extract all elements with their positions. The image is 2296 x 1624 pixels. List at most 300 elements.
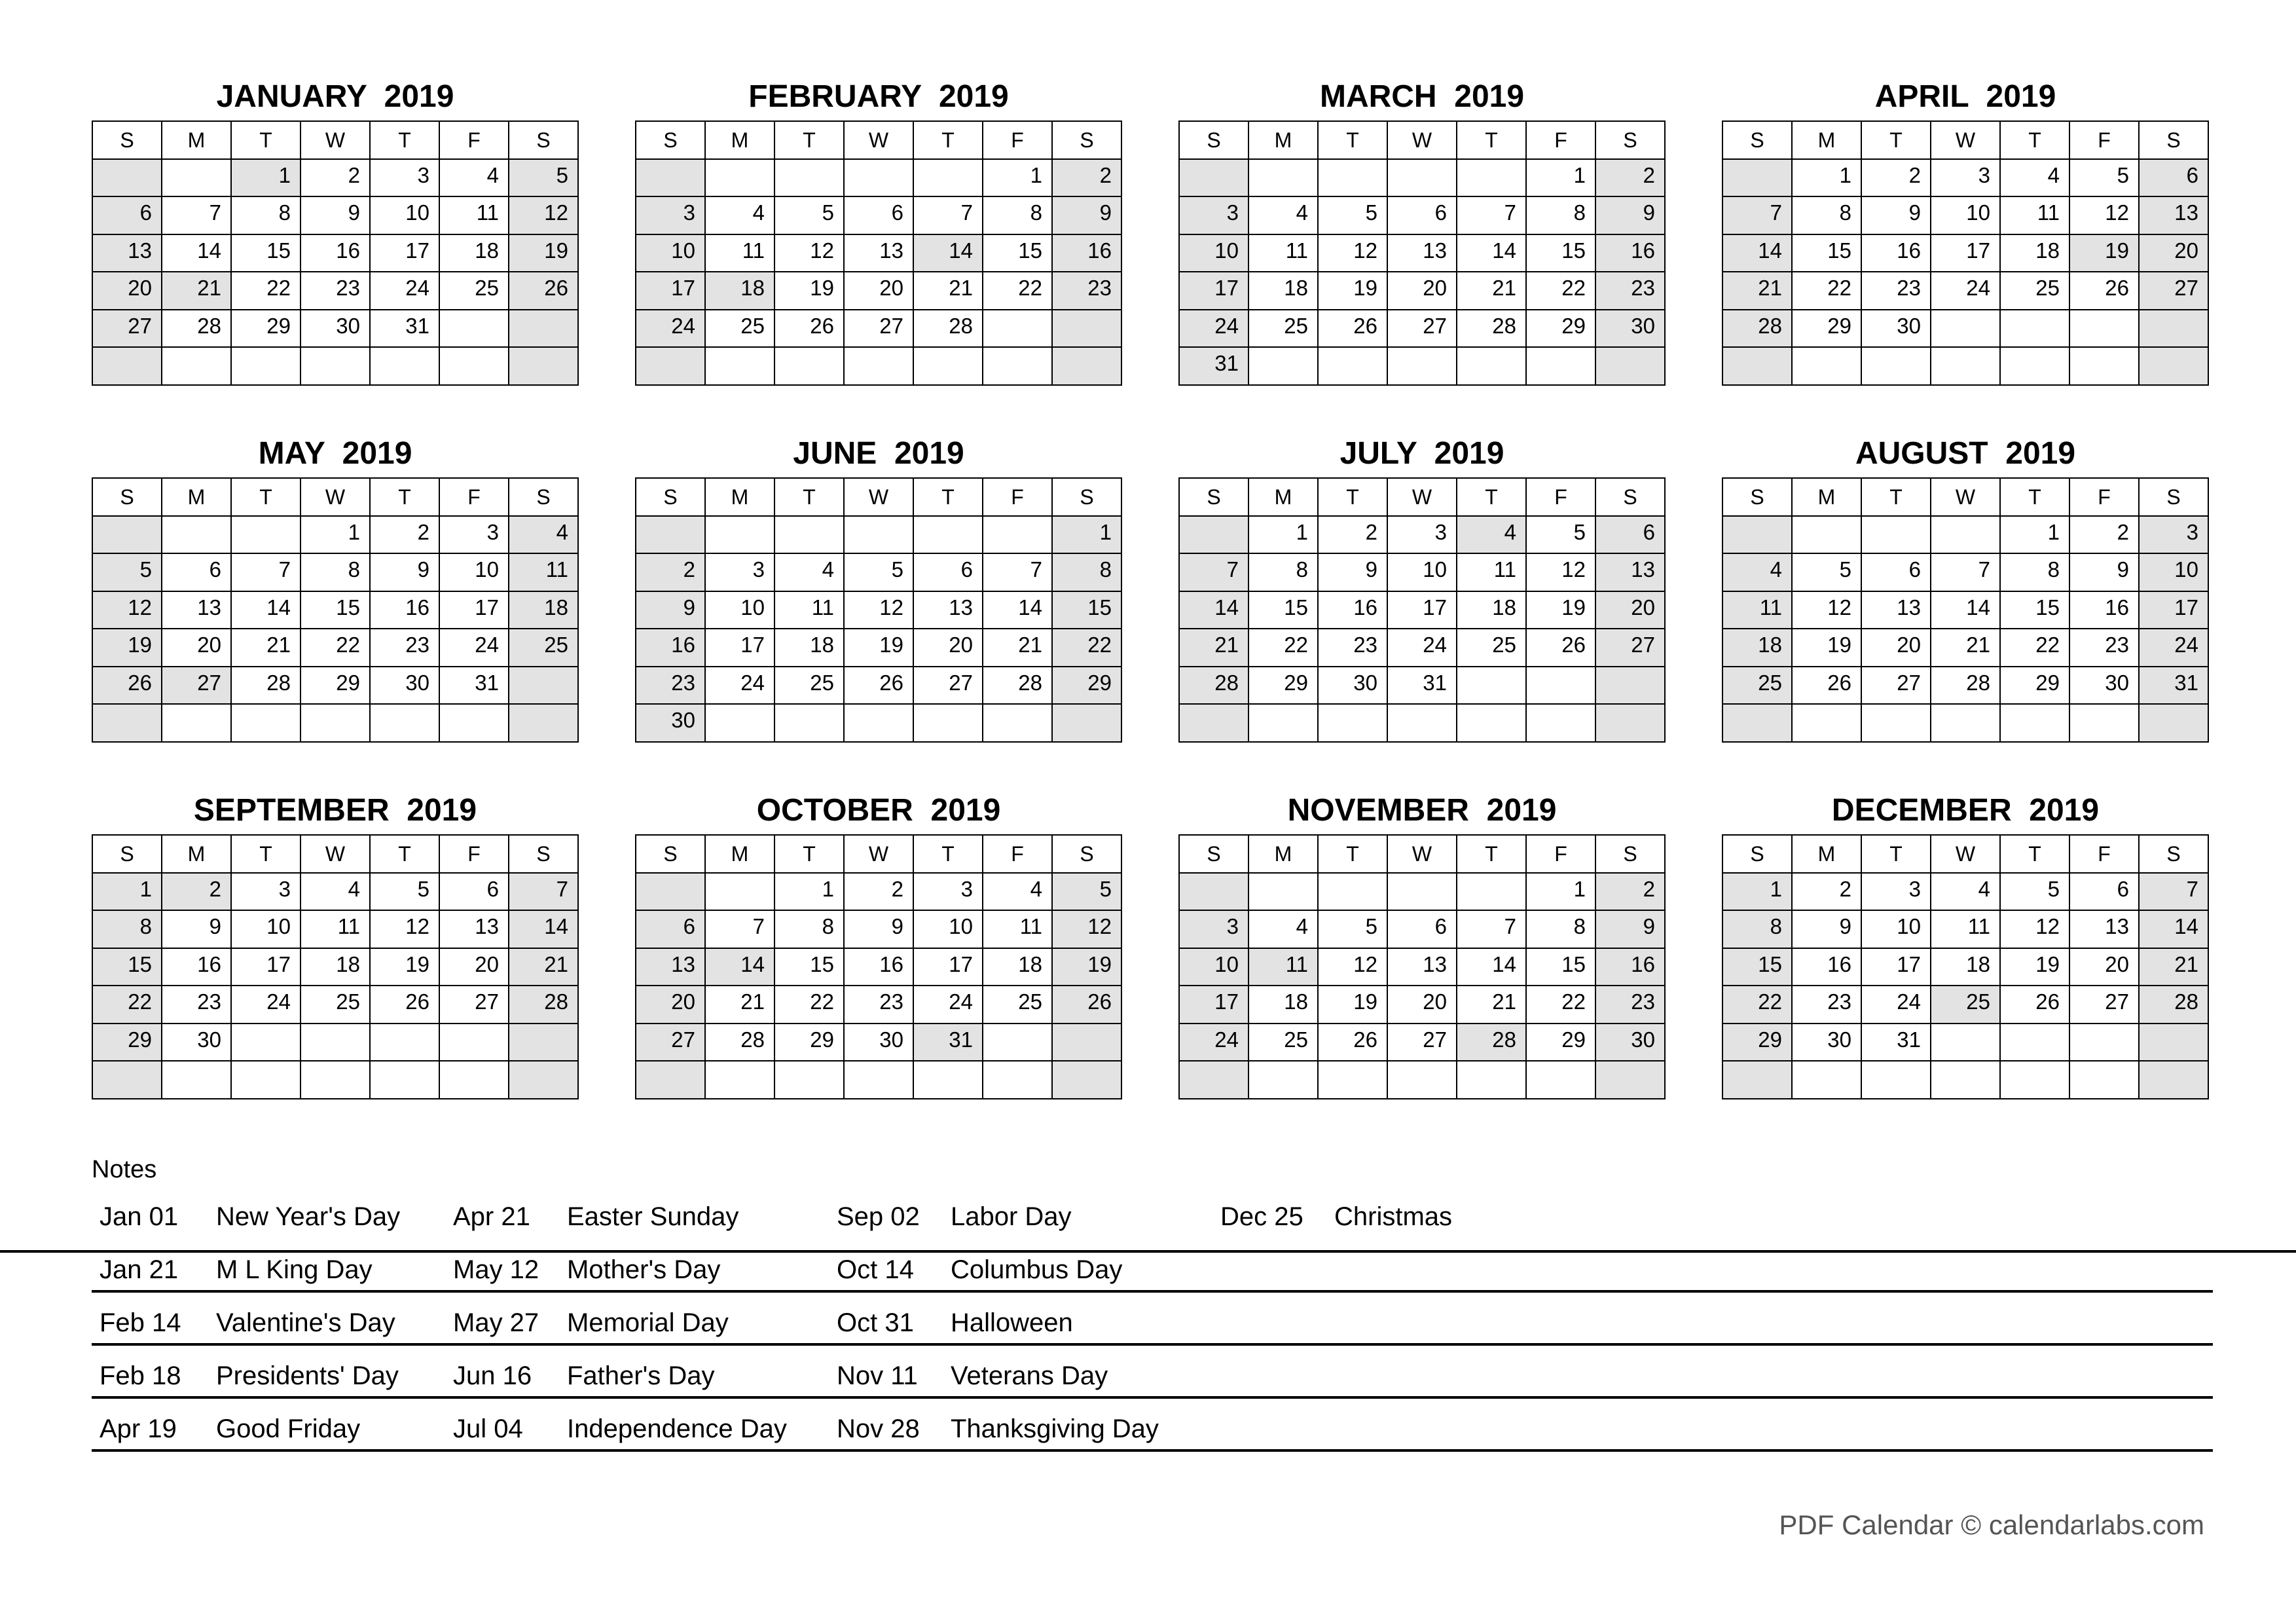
day-cell: 14 — [706, 949, 775, 987]
day-cell: 15 — [1053, 592, 1122, 630]
day-cell: 24 — [706, 667, 775, 705]
weekday-header: T — [775, 479, 845, 517]
holiday-name: Columbus Day — [951, 1255, 1123, 1284]
day-cell: 21 — [2140, 949, 2209, 987]
weekday-header: S — [1180, 479, 1249, 517]
day-cell: 4 — [1931, 874, 2001, 912]
empty-day-cell — [775, 160, 845, 198]
month-title: MARCH 2019 — [1319, 79, 1525, 114]
empty-day-cell — [1180, 160, 1249, 198]
day-cell: 7 — [509, 874, 579, 912]
day-cell: 1 — [1527, 160, 1596, 198]
empty-day-cell — [1388, 160, 1457, 198]
weekday-header: S — [1723, 122, 1793, 160]
day-cell: 17 — [706, 629, 775, 667]
empty-day-cell — [1457, 1061, 1527, 1099]
day-cell: 4 — [1457, 517, 1527, 555]
day-cell: 8 — [983, 197, 1053, 235]
day-cell: 17 — [1180, 986, 1249, 1024]
day-cell: 30 — [1793, 1024, 1862, 1062]
day-cell: 28 — [162, 310, 232, 348]
day-cell: 1 — [93, 874, 162, 912]
day-cell: 25 — [1249, 1024, 1319, 1062]
empty-day-cell — [636, 160, 706, 198]
day-cell: 27 — [845, 310, 914, 348]
day-cell: 21 — [1180, 629, 1249, 667]
empty-day-cell — [1249, 348, 1319, 386]
day-cell: 13 — [440, 911, 509, 949]
day-cell: 20 — [845, 272, 914, 310]
day-cell: 9 — [371, 554, 440, 592]
empty-day-cell — [93, 348, 162, 386]
empty-day-cell — [1723, 348, 1793, 386]
day-cell: 13 — [845, 235, 914, 273]
day-cell: 25 — [301, 986, 371, 1024]
empty-day-cell — [983, 310, 1053, 348]
day-cell: 23 — [1319, 629, 1388, 667]
month-calendar — [92, 435, 579, 743]
day-cell: 13 — [1388, 235, 1457, 273]
month-grid — [1178, 120, 1666, 386]
day-cell: 1 — [1723, 874, 1793, 912]
day-cell: 18 — [1723, 629, 1793, 667]
month-grid — [635, 477, 1122, 743]
day-cell: 1 — [983, 160, 1053, 198]
day-cell: 6 — [2140, 160, 2209, 198]
day-cell: 13 — [1862, 592, 1931, 630]
month-calendar — [92, 79, 579, 386]
day-cell: 15 — [1527, 235, 1596, 273]
day-cell: 12 — [1527, 554, 1596, 592]
empty-day-cell — [232, 348, 301, 386]
day-cell: 5 — [1527, 517, 1596, 555]
day-cell: 5 — [93, 554, 162, 592]
empty-day-cell — [636, 348, 706, 386]
day-cell: 16 — [1053, 235, 1122, 273]
empty-day-cell — [1527, 1061, 1596, 1099]
holiday-name: Thanksgiving Day — [951, 1414, 1159, 1443]
empty-day-cell — [2070, 310, 2140, 348]
weekday-header: S — [93, 836, 162, 874]
empty-day-cell — [2140, 1061, 2209, 1099]
day-cell: 31 — [914, 1024, 983, 1062]
empty-day-cell — [1723, 517, 1793, 555]
day-cell: 18 — [1457, 592, 1527, 630]
weekday-header: T — [914, 836, 983, 874]
empty-day-cell — [983, 517, 1053, 555]
empty-day-cell — [2140, 348, 2209, 386]
day-cell: 1 — [2001, 517, 2070, 555]
day-cell: 27 — [2070, 986, 2140, 1024]
day-cell: 28 — [509, 986, 579, 1024]
weekday-header: S — [93, 479, 162, 517]
day-cell: 24 — [371, 272, 440, 310]
day-cell: 8 — [301, 554, 371, 592]
weekday-header: W — [1388, 479, 1457, 517]
day-cell: 31 — [440, 667, 509, 705]
day-cell: 26 — [2001, 986, 2070, 1024]
empty-day-cell — [371, 705, 440, 743]
day-cell: 29 — [1723, 1024, 1793, 1062]
day-cell: 30 — [2070, 667, 2140, 705]
day-cell: 11 — [440, 197, 509, 235]
weekday-header: M — [1249, 122, 1319, 160]
empty-day-cell — [1793, 1061, 1862, 1099]
weekday-header: W — [845, 479, 914, 517]
day-cell: 4 — [983, 874, 1053, 912]
day-cell: 1 — [232, 160, 301, 198]
day-cell: 1 — [1249, 517, 1319, 555]
day-cell: 16 — [1319, 592, 1388, 630]
day-cell: 28 — [1931, 667, 2001, 705]
empty-day-cell — [162, 517, 232, 555]
day-cell: 24 — [1180, 1024, 1249, 1062]
day-cell: 23 — [1596, 986, 1666, 1024]
day-cell: 13 — [1388, 949, 1457, 987]
day-cell: 11 — [301, 911, 371, 949]
day-cell: 30 — [845, 1024, 914, 1062]
day-cell: 16 — [162, 949, 232, 987]
holiday-date: Jan 01 — [100, 1202, 179, 1231]
day-cell: 6 — [845, 197, 914, 235]
empty-day-cell — [2001, 348, 2070, 386]
day-cell: 24 — [1388, 629, 1457, 667]
day-cell: 18 — [706, 272, 775, 310]
day-cell: 13 — [93, 235, 162, 273]
empty-day-cell — [2001, 310, 2070, 348]
empty-day-cell — [1862, 1061, 1931, 1099]
day-cell: 7 — [2140, 874, 2209, 912]
day-cell: 22 — [983, 272, 1053, 310]
weekday-header: S — [636, 479, 706, 517]
day-cell: 14 — [2140, 911, 2209, 949]
weekday-header: T — [232, 479, 301, 517]
empty-day-cell — [440, 1061, 509, 1099]
empty-day-cell — [1793, 348, 1862, 386]
empty-day-cell — [1319, 705, 1388, 743]
day-cell: 9 — [301, 197, 371, 235]
empty-day-cell — [1249, 874, 1319, 912]
holiday-date: Oct 31 — [837, 1308, 914, 1337]
day-cell: 21 — [162, 272, 232, 310]
weekday-header: W — [1931, 122, 2001, 160]
empty-day-cell — [1457, 874, 1527, 912]
note-row — [92, 1346, 2213, 1399]
day-cell: 8 — [1527, 197, 1596, 235]
weekday-header: T — [1457, 122, 1527, 160]
day-cell: 24 — [1180, 310, 1249, 348]
empty-day-cell — [162, 348, 232, 386]
day-cell: 19 — [371, 949, 440, 987]
day-cell: 8 — [232, 197, 301, 235]
empty-day-cell — [301, 1024, 371, 1062]
day-cell: 2 — [1053, 160, 1122, 198]
empty-day-cell — [1388, 705, 1457, 743]
day-cell: 18 — [1931, 949, 2001, 987]
day-cell: 27 — [914, 667, 983, 705]
day-cell: 29 — [2001, 667, 2070, 705]
weekday-header: T — [1862, 122, 1931, 160]
empty-day-cell — [2070, 1024, 2140, 1062]
weekday-header: T — [371, 122, 440, 160]
day-cell: 19 — [1319, 272, 1388, 310]
day-cell: 7 — [914, 197, 983, 235]
empty-day-cell — [509, 667, 579, 705]
empty-day-cell — [1319, 874, 1388, 912]
empty-day-cell — [1457, 667, 1527, 705]
empty-day-cell — [914, 705, 983, 743]
day-cell: 20 — [93, 272, 162, 310]
note-row — [92, 1293, 2213, 1346]
empty-day-cell — [1319, 160, 1388, 198]
day-cell: 7 — [232, 554, 301, 592]
day-cell: 21 — [983, 629, 1053, 667]
holiday-name: M L King Day — [216, 1255, 373, 1284]
day-cell: 1 — [1053, 517, 1122, 555]
weekday-header: S — [1596, 122, 1666, 160]
day-cell: 5 — [1319, 197, 1388, 235]
day-cell: 16 — [2070, 592, 2140, 630]
day-cell: 5 — [775, 197, 845, 235]
day-cell: 20 — [636, 986, 706, 1024]
day-cell: 22 — [1527, 986, 1596, 1024]
empty-day-cell — [1180, 874, 1249, 912]
day-cell: 8 — [1793, 197, 1862, 235]
empty-day-cell — [1862, 517, 1931, 555]
weekday-header: T — [1319, 836, 1388, 874]
month-title: APRIL 2019 — [1874, 79, 2056, 114]
day-cell: 6 — [636, 911, 706, 949]
day-cell: 3 — [706, 554, 775, 592]
empty-day-cell — [440, 348, 509, 386]
month-calendar — [1178, 79, 1666, 386]
weekday-header: T — [1862, 836, 1931, 874]
notes-section — [92, 1153, 2213, 1452]
weekday-header: M — [1249, 479, 1319, 517]
weekday-header: S — [2140, 479, 2209, 517]
weekday-header: S — [2140, 836, 2209, 874]
day-cell: 6 — [914, 554, 983, 592]
empty-day-cell — [1319, 1061, 1388, 1099]
empty-day-cell — [1931, 310, 2001, 348]
empty-day-cell — [1931, 517, 2001, 555]
day-cell: 3 — [1180, 197, 1249, 235]
month-grid — [1722, 120, 2209, 386]
day-cell: 31 — [2140, 667, 2209, 705]
month-grid — [1722, 834, 2209, 1099]
weekday-header: W — [301, 836, 371, 874]
weekday-header: M — [1793, 122, 1862, 160]
weekday-header: S — [1723, 836, 1793, 874]
day-cell: 9 — [1862, 197, 1931, 235]
day-cell: 27 — [162, 667, 232, 705]
day-cell: 28 — [983, 667, 1053, 705]
day-cell: 9 — [636, 592, 706, 630]
month-grid — [635, 120, 1122, 386]
empty-day-cell — [232, 1024, 301, 1062]
day-cell: 29 — [1527, 1024, 1596, 1062]
day-cell: 19 — [1527, 592, 1596, 630]
day-cell: 12 — [1793, 592, 1862, 630]
month-calendar — [1722, 79, 2209, 386]
day-cell: 17 — [1931, 235, 2001, 273]
note-row — [92, 1240, 2213, 1293]
day-cell: 15 — [1723, 949, 1793, 987]
day-cell: 29 — [1793, 310, 1862, 348]
empty-day-cell — [1388, 348, 1457, 386]
weekday-header: M — [1793, 836, 1862, 874]
day-cell: 10 — [232, 911, 301, 949]
empty-day-cell — [1723, 1061, 1793, 1099]
day-cell: 25 — [2001, 272, 2070, 310]
month-title: NOVEMBER 2019 — [1287, 793, 1557, 828]
day-cell: 17 — [371, 235, 440, 273]
day-cell: 23 — [162, 986, 232, 1024]
weekday-header: T — [371, 479, 440, 517]
weekday-header: T — [1457, 836, 1527, 874]
day-cell: 25 — [1723, 667, 1793, 705]
empty-day-cell — [1793, 705, 1862, 743]
weekday-header: F — [1527, 122, 1596, 160]
day-cell: 15 — [1249, 592, 1319, 630]
empty-day-cell — [775, 1061, 845, 1099]
day-cell: 10 — [1180, 949, 1249, 987]
day-cell: 4 — [440, 160, 509, 198]
day-cell: 22 — [1053, 629, 1122, 667]
holiday-name: Memorial Day — [567, 1308, 729, 1337]
day-cell: 10 — [371, 197, 440, 235]
day-cell: 10 — [914, 911, 983, 949]
day-cell: 9 — [1793, 911, 1862, 949]
day-cell: 9 — [845, 911, 914, 949]
day-cell: 7 — [1457, 197, 1527, 235]
empty-day-cell — [1931, 1024, 2001, 1062]
empty-day-cell — [93, 1061, 162, 1099]
month-title: JULY 2019 — [1339, 436, 1504, 471]
day-cell: 6 — [1388, 911, 1457, 949]
weekday-header: T — [1862, 479, 1931, 517]
day-cell: 12 — [93, 592, 162, 630]
day-cell: 24 — [1931, 272, 2001, 310]
weekday-header: T — [2001, 836, 2070, 874]
empty-day-cell — [706, 160, 775, 198]
day-cell: 28 — [232, 667, 301, 705]
day-cell: 31 — [1180, 348, 1249, 386]
day-cell: 20 — [1862, 629, 1931, 667]
holiday-date: May 12 — [453, 1255, 539, 1284]
holiday-date: Oct 14 — [837, 1255, 914, 1284]
weekday-header: M — [706, 836, 775, 874]
day-cell: 14 — [1457, 949, 1527, 987]
day-cell: 26 — [93, 667, 162, 705]
weekday-header: F — [983, 122, 1053, 160]
day-cell: 24 — [232, 986, 301, 1024]
day-cell: 15 — [983, 235, 1053, 273]
weekday-header: W — [1388, 122, 1457, 160]
day-cell: 24 — [636, 310, 706, 348]
day-cell: 7 — [1723, 197, 1793, 235]
day-cell: 28 — [914, 310, 983, 348]
empty-day-cell — [371, 1024, 440, 1062]
month-calendar — [92, 792, 579, 1099]
empty-day-cell — [232, 705, 301, 743]
day-cell: 28 — [2140, 986, 2209, 1024]
day-cell: 3 — [440, 517, 509, 555]
day-cell: 15 — [1793, 235, 1862, 273]
weekday-header: T — [1319, 122, 1388, 160]
day-cell: 9 — [162, 911, 232, 949]
day-cell: 12 — [1319, 235, 1388, 273]
month-calendar — [635, 792, 1122, 1099]
day-cell: 11 — [1931, 911, 2001, 949]
empty-day-cell — [1527, 705, 1596, 743]
day-cell: 28 — [706, 1024, 775, 1062]
day-cell: 3 — [1180, 911, 1249, 949]
day-cell: 16 — [845, 949, 914, 987]
day-cell: 25 — [509, 629, 579, 667]
day-cell: 25 — [983, 986, 1053, 1024]
month-title: JUNE 2019 — [793, 436, 964, 471]
notes-list — [92, 1187, 2213, 1452]
day-cell: 26 — [1319, 1024, 1388, 1062]
day-cell: 30 — [162, 1024, 232, 1062]
day-cell: 3 — [1388, 517, 1457, 555]
weekday-header: F — [2070, 479, 2140, 517]
day-cell: 7 — [162, 197, 232, 235]
day-cell: 26 — [775, 310, 845, 348]
weekday-header: F — [2070, 122, 2140, 160]
empty-day-cell — [440, 310, 509, 348]
empty-day-cell — [440, 705, 509, 743]
day-cell: 2 — [1319, 517, 1388, 555]
day-cell: 6 — [1862, 554, 1931, 592]
empty-day-cell — [1053, 1024, 1122, 1062]
day-cell: 30 — [1596, 1024, 1666, 1062]
day-cell: 4 — [509, 517, 579, 555]
day-cell: 14 — [509, 911, 579, 949]
empty-day-cell — [845, 1061, 914, 1099]
empty-day-cell — [162, 1061, 232, 1099]
weekday-header: W — [301, 122, 371, 160]
day-cell: 11 — [706, 235, 775, 273]
day-cell: 23 — [636, 667, 706, 705]
day-cell: 18 — [301, 949, 371, 987]
day-cell: 29 — [775, 1024, 845, 1062]
weekday-header: S — [509, 122, 579, 160]
day-cell: 16 — [1596, 949, 1666, 987]
day-cell: 26 — [1053, 986, 1122, 1024]
month-title: MAY 2019 — [258, 436, 412, 471]
day-cell: 22 — [301, 629, 371, 667]
empty-day-cell — [706, 1061, 775, 1099]
day-cell: 16 — [1862, 235, 1931, 273]
day-cell: 30 — [1862, 310, 1931, 348]
weekday-header: T — [1319, 479, 1388, 517]
month-calendar — [1178, 792, 1666, 1099]
weekday-header: S — [509, 836, 579, 874]
day-cell: 15 — [301, 592, 371, 630]
holiday-name: Presidents' Day — [216, 1361, 399, 1390]
day-cell: 30 — [1319, 667, 1388, 705]
weekday-header: S — [1596, 479, 1666, 517]
empty-day-cell — [1053, 348, 1122, 386]
holiday-date: May 27 — [453, 1308, 539, 1337]
empty-day-cell — [1180, 705, 1249, 743]
day-cell: 27 — [1596, 629, 1666, 667]
holiday-name: Labor Day — [951, 1202, 1072, 1231]
day-cell: 11 — [983, 911, 1053, 949]
day-cell: 10 — [636, 235, 706, 273]
